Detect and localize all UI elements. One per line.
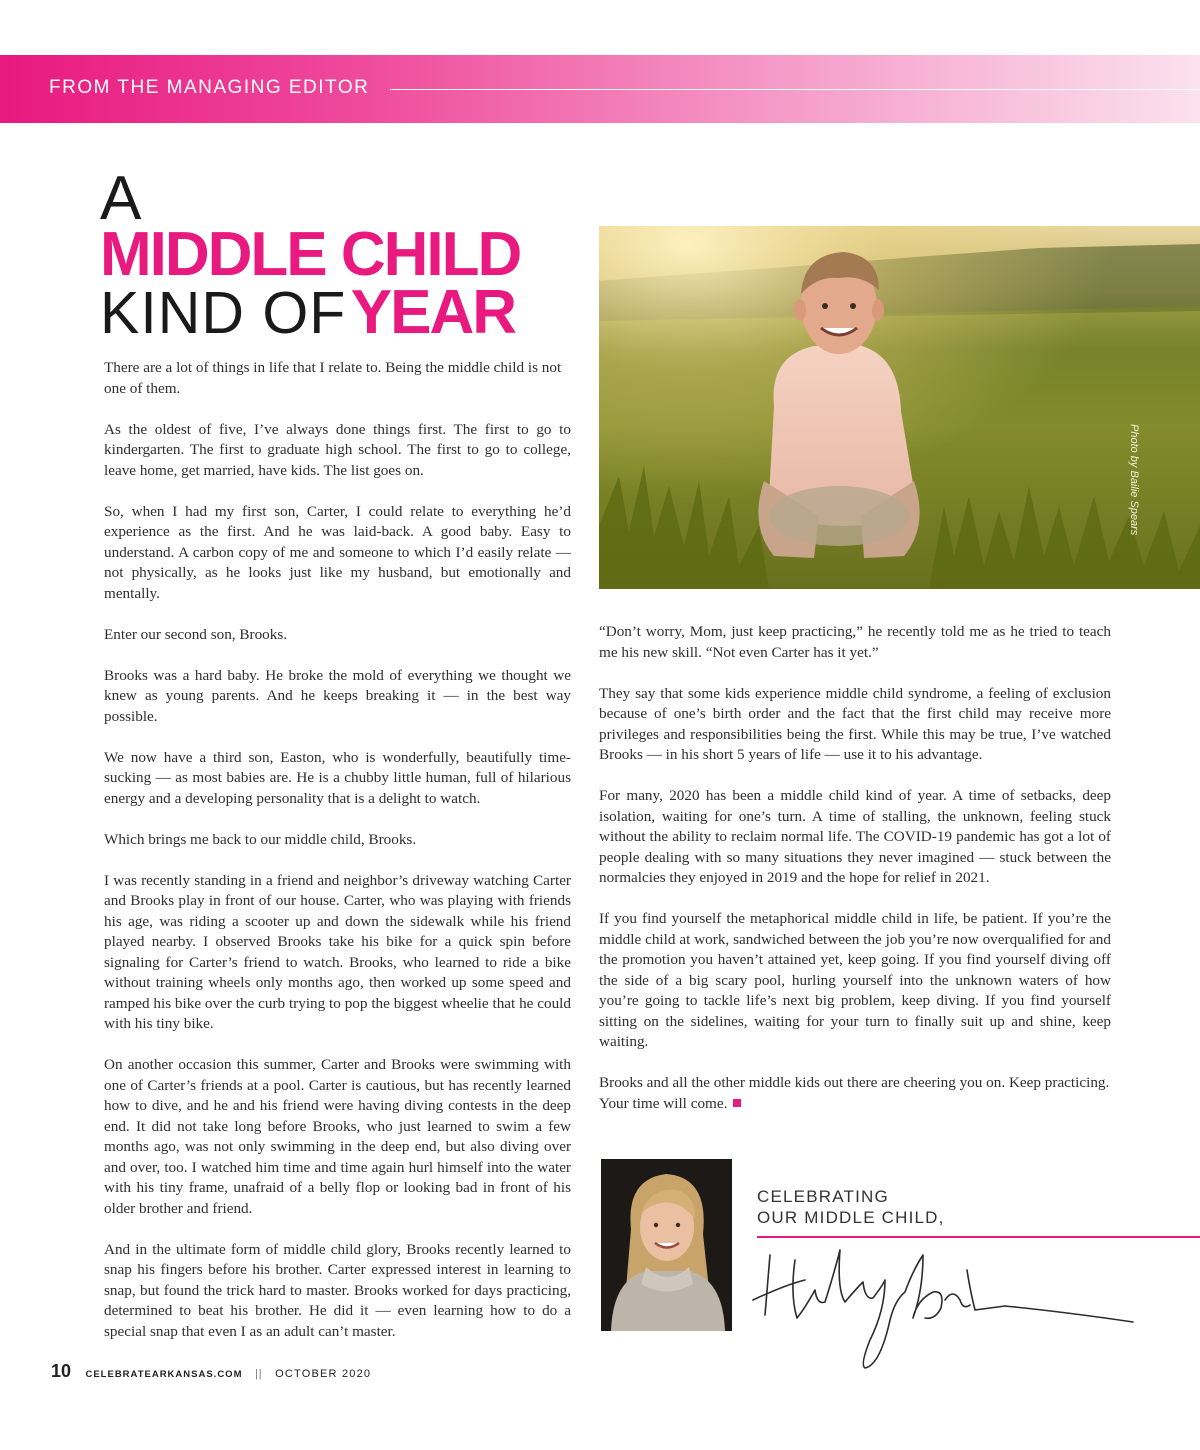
site-name: CELEBRATEARKANSAS.COM (85, 1369, 243, 1380)
headline-year: YEAR (350, 278, 516, 347)
paragraph: There are a lot of things in life that I relate to. Being the middle child is not one of them. (104, 359, 562, 397)
section-label: FROM THE MANAGING EDITOR (49, 77, 370, 98)
paragraph: Which brings me back to our middle child, Brooks. (104, 830, 417, 848)
paragraph: I was recently standing in a friend and neighbor’s driveway watching Carter and Brooks play in front of our house. Carter, who was playing with friends his age, was riding a scooter up and down the sidewalk while his friend played nearby. I observed Brooks take his bike for a quick spin before signaling for Carter’s friend to watch. Brooks, who learned to ride a bike without training wheels only months ago, then worked up some speed and ramped his bike over the curb trying to pop the biggest wheelie that he could with his tiny bike. (104, 871, 571, 1032)
paragraph: If you find yourself the metaphorical middle child in life, be patient. If you’re the middle child at work, sandwiched between the job you’re now overqualified for and the promotion you haven’t attained yet, keep going. If you find yourself diving off the side of a big scary pool, hurling yourself into the unknown waters of how you’re going to tackle life’s next big problem, keep diving. If you find yourself sitting on the sidelines, waiting for your turn to finally suit up and shine, keep waiting. (599, 910, 1111, 1050)
paragraph: For many, 2020 has been a middle child kind of year. A time of setbacks, deep isolation, waiting for one’s turn. A time of stalling, the unknown, feeling stuck without the ability to reclaim normal life. The COVID-19 pandemic has got a lot of people dealing with so many situations they never imagined — stuck between the normalcies they enjoyed in 2019 and the hope for relief in 2021. (599, 787, 1111, 886)
banner-rule (390, 89, 1200, 90)
end-mark-icon (733, 1099, 741, 1107)
paragraph: “Don’t worry, Mom, just keep practicing,” he recently told me as he tried to teach me his new skill. “Not even Carter has it yet.” (599, 623, 1111, 661)
page-footer (51, 1361, 371, 1382)
feature-photo (599, 226, 1200, 589)
paragraph: Enter our second son, Brooks. (104, 625, 288, 643)
article-column-left (104, 358, 571, 1363)
author-portrait (601, 1159, 732, 1331)
article-column-right (599, 622, 1111, 1135)
paragraph: So, when I had my first son, Carter, I could relate to everything he’d experience as the first. And he was laid-back. A good baby. Easy to understand. A carbon copy of me and someone to which I’d easily relate — not physically, as he looks just like my husband, but emotionally and mentally. (104, 502, 571, 602)
closing-paragraph (599, 1073, 1111, 1114)
headline-line-3 (100, 278, 580, 347)
closing-text: Brooks and all the other middle kids out there are cheering you on. Keep practicing. Your time will come. (599, 1074, 1110, 1112)
paragraph: And in the ultimate form of middle child glory, Brooks recently learned to snap his fingers before his brother. Carter expressed interest in learning to snap, but found the trick hard to master. Brooks worked for days practicing, determined to beat his brother. He did it — even learning how to do a special snap that even I as an adult can’t master. (104, 1240, 571, 1340)
page-number: 10 (51, 1361, 72, 1381)
photo-credit: Photo by Bailie Spears (1128, 424, 1140, 536)
paragraph: On another occasion this summer, Carter and Brooks were swimming with one of Carter’s friends at a pool. Carter is cautious, but has recently learned how to dive, and he and his friend were having diving contests in the deep end. It did not take long before Brooks, who just learned to swim a few months ago, was not only swimming in the deep end, but also diving over and over, too. I watched him time and time again hurl himself into the water with his tiny frame, unafraid of a belly flop or looking bad in front of his older brother and friend. (104, 1056, 571, 1217)
signoff-line-2: OUR MIDDLE CHILD, (757, 1208, 945, 1227)
headline-kind-of: KIND OF (100, 280, 347, 346)
footer-separator: || (254, 1368, 263, 1380)
paragraph: They say that some kids experience middle child syndrome, a feeling of exclusion because of one’s birth order and the fact that the first child may receive more privileges and responsibilities being the first. While this may be true, I’ve watched Brooks — in his short 5 years of life — use it to his advantage. (599, 684, 1111, 763)
paragraph: We now have a third son, Easton, who is wonderfully, beautifully time-sucking — as most babies are. He is a chubby little human, full of hilarious energy and a developing personality that is a delight to watch. (104, 748, 571, 807)
signoff (757, 1186, 945, 1228)
headline-line-a: A (100, 164, 142, 233)
paragraph: Brooks was a hard baby. He broke the mold of everything we thought we knew as young parents. And he keeps breaking it — in the best way possible. (104, 666, 571, 725)
boy-in-field-image (599, 226, 1200, 589)
handwritten-signature (745, 1230, 1145, 1370)
headline (100, 164, 580, 347)
section-banner (0, 55, 1200, 123)
signoff-line-1: CELEBRATING (757, 1187, 889, 1206)
issue-date: OCTOBER 2020 (275, 1368, 372, 1380)
headline-middle-child: MIDDLE CHILD (100, 220, 521, 289)
paragraph: As the oldest of five, I’ve always done things first. The first to go to kindergarten. The first to graduate high school. The first to go to college, leave home, get married, have kids. The list goes on. (104, 420, 571, 479)
author-portrait-image (601, 1159, 732, 1331)
